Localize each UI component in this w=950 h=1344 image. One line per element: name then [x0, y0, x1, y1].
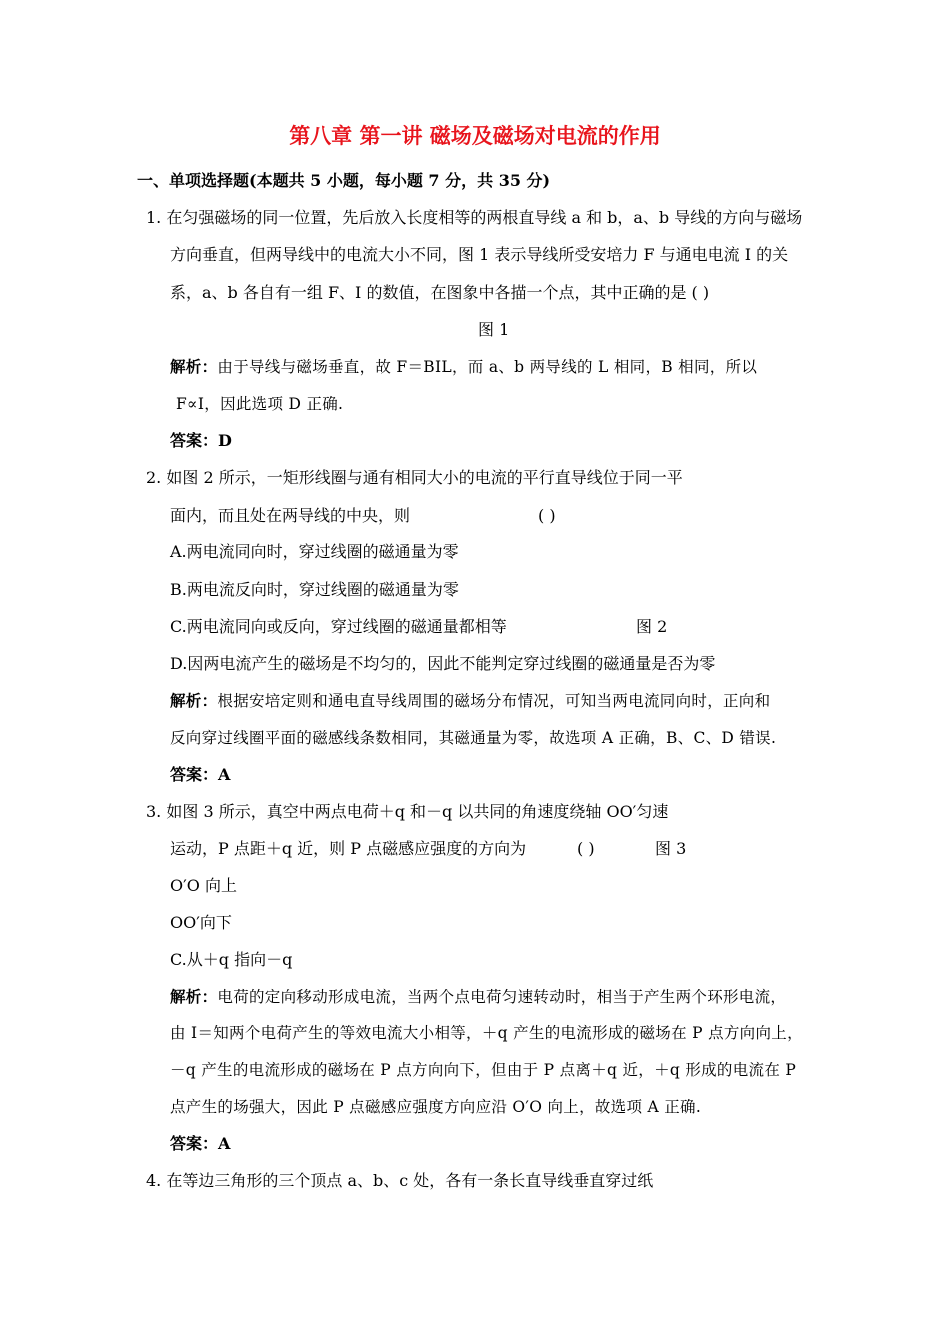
q1-answer: 答案：D — [170, 431, 232, 450]
q3-analysis-label: 解析： — [170, 987, 218, 1006]
q2-analysis-line-2: 反向穿过线圈平面的磁感线条数相同，其磁通量为零，故选项 A 正确，B、C、D 错误. — [170, 729, 777, 747]
q3-figure-label: 图 3 — [655, 839, 687, 858]
q4-line-1: 4. 在等边三角形的三个顶点 a、b、c 处，各有一条长直导线垂直穿过纸 — [146, 1171, 654, 1190]
q2-analysis-line-1 — [170, 690, 770, 712]
q2-option-d: D.因两电流产生的磁场是不均匀的，因此不能判定穿过线圈的磁通量是否为零 — [170, 654, 716, 673]
q2-option-c: C.两电流同向或反向，穿过线圈的磁通量都相等 — [170, 617, 507, 636]
q3-option-a: O′O 向上 — [170, 876, 237, 895]
q3-analysis-line-2: 由 I＝知两个电荷产生的等效电流大小相等，＋q 产生的电流形成的磁场在 P 点方向向上， — [170, 1024, 803, 1042]
q1-figure-label: 图 1 — [478, 320, 510, 339]
q1-analysis-line-1 — [170, 356, 757, 378]
q3-analysis-text-1: 电荷的定向移动形成电流，当两个点电荷匀速转动时，相当于产生两个环形电流， — [217, 988, 787, 1006]
q1-line-3: 系，a、b 各自有一组 F、I 的数值，在图象中各描一个点，其中正确的是 ( ) — [170, 283, 710, 302]
page-title: 第八章 第一讲 磁场及磁场对电流的作用 — [289, 123, 661, 148]
q3-answer-paren: ( ) — [577, 839, 595, 858]
q3-option-c: C.从＋q 指向－q — [170, 950, 293, 969]
q1-line-2: 方向垂直，但两导线中的电流大小不同，图 1 表示导线所受安培力 F 与通电电流 I 的关 — [170, 245, 789, 264]
q2-figure-label: 图 2 — [636, 617, 668, 636]
q3-line-2: 运动，P 点距＋q 近，则 P 点磁感应强度的方向为 — [170, 839, 527, 858]
q3-line-1: 3. 如图 3 所示，真空中两点电荷＋q 和－q 以共同的角速度绕轴 OO′匀速 — [146, 802, 669, 821]
q1-analysis-label: 解析： — [170, 357, 218, 376]
q3-analysis-line-1 — [170, 986, 786, 1008]
q3-option-b: OO′向下 — [170, 913, 232, 932]
q2-analysis-text-1: 根据安培定则和通电直导线周围的磁场分布情况，可知当两电流同向时，正向和 — [217, 692, 771, 710]
q2-line-1: 2. 如图 2 所示，一矩形线圈与通有相同大小的电流的平行直导线位于同一平 — [146, 468, 683, 487]
q1-analysis-line-2: F∝I，因此选项 D 正确. — [176, 395, 344, 413]
q2-line-2: 面内，而且处在两导线的中央，则 — [170, 506, 411, 525]
q2-analysis-label: 解析： — [170, 691, 218, 710]
q2-answer: 答案：A — [170, 765, 231, 784]
q2-option-b: B.两电流反向时，穿过线圈的磁通量为零 — [170, 580, 459, 599]
q2-option-a: A.两电流同向时，穿过线圈的磁通量为零 — [170, 542, 459, 561]
q1-line-1: 1. 在匀强磁场的同一位置，先后放入长度相等的两根直导线 a 和 b，a、b 导线的方向与磁场 — [146, 208, 803, 227]
q1-analysis-text-1: 由于导线与磁场垂直，故 F＝BIL，而 a、b 两导线的 L 相同，B 相同，所以 — [217, 358, 758, 376]
q3-analysis-line-3: －q 产生的电流形成的磁场在 P 点方向向下，但由于 P 点离＋q 近，＋q 形成的电流在 P — [170, 1061, 797, 1079]
q2-answer-paren: ( ) — [538, 506, 556, 525]
q3-analysis-line-4: 点产生的场强大，因此 P 点磁感应强度方向应沿 O′O 向上，故选项 A 正确. — [170, 1098, 702, 1116]
q3-answer: 答案：A — [170, 1134, 231, 1153]
section-heading: 一、单项选择题(本题共 5 小题，每小题 7 分，共 35 分) — [137, 171, 551, 190]
